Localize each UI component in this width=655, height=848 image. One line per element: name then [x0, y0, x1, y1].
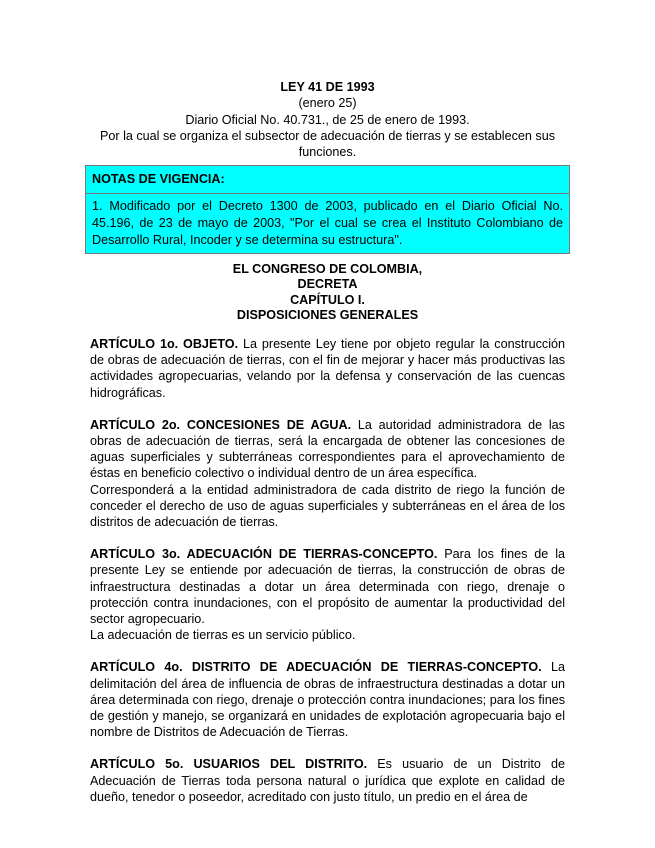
- law-header: [85, 79, 570, 160]
- article-1: [90, 336, 565, 401]
- congreso-heading: EL CONGRESO DE COLOMBIA,: [232, 262, 423, 276]
- notas-number: 1.: [92, 199, 103, 213]
- notas-heading: NOTAS DE VIGENCIA:: [86, 166, 569, 194]
- article-text: La delimitación del área de influencia de obras de infraestructura destinadas a dotar un área determinada con riego, drenaje o protección contra inundaciones; para los fines de gestión y manejo, se organizará en unidades de explotación agropecuaria bajo el nombre de Distritos de Adecuación de Tierras.: [90, 660, 565, 740]
- article-heading: ARTÍCULO 4o. DISTRITO DE ADECUACIÓN DE TIERRAS-CONCEPTO.: [90, 660, 542, 675]
- law-subject: Por la cual se organiza el subsector de adecuación de tierras y se establecen sus funciones.: [99, 128, 556, 160]
- law-title: LEY 41 DE 1993: [280, 80, 375, 94]
- article-text: Es usuario de un Distrito de Adecuación de Tierras toda persona natural o jurídica que explote en calidad de dueño, tenedor o poseedor, acreditado con justo título, un predio en el área de: [90, 757, 565, 804]
- capitulo-heading: CAPÍTULO I.: [290, 292, 365, 307]
- article-heading: ARTÍCULO 2o. CONCESIONES DE AGUA.: [90, 417, 352, 432]
- article-text: La presente Ley tiene por objeto regular la construcción de obras de adecuación de tierras, con el fin de mejorar y hacer más productivas las actividades agropecuarias, velando por la defensa y conservación de las cuencas hidrográficas.: [90, 337, 566, 400]
- law-date: (enero 25): [298, 96, 357, 111]
- article-3: [90, 546, 565, 643]
- articles-body: [90, 336, 565, 821]
- article-2: [90, 417, 565, 530]
- article-extra: Corresponderá a la entidad administradora de cada distrito de riego la función de conceder el derecho de uso de aguas superficiales y subterráneas en el área de los distritos de adecuación de tierras.: [90, 482, 565, 530]
- article-text: Para los fines de la presente Ley se entiende por adecuación de tierras, la construcción de obras de infraestructura destinadas a dotar un área determinada con riego, drenaje o protección contra inundaciones, con el propósito de aumentar la productividad del sector agropecuario.: [90, 547, 566, 627]
- notas-de-vigencia-box: [85, 165, 570, 254]
- disposiciones-heading: DISPOSICIONES GENERALES: [236, 307, 419, 322]
- notas-body: [86, 194, 569, 253]
- notas-text: Modificado por el Decreto 1300 de 2003, publicado en el Diario Oficial No. 45.196, de 23 de mayo de 2003, "Por el cual se crea el Instituto Colombiano de Desarrollo Rural, Incoder y se determina su estructura".: [92, 199, 563, 248]
- article-4: [90, 659, 565, 740]
- article-heading: ARTÍCULO 3o. ADECUACIÓN DE TIERRAS-CONCEPTO.: [90, 547, 438, 562]
- article-text: La autoridad administradora de las obras de adecuación de tierras, será la encargada de obtener las concesiones de aguas superficiales y subterráneas correspondientes para el aprovechamiento de éstas en beneficio colectivo o individual dentro de un área específica.: [90, 417, 565, 481]
- decreta-heading: DECRETA: [297, 277, 358, 292]
- article-heading: ARTÍCULO 5o. USUARIOS DEL DISTRITO.: [90, 757, 368, 772]
- article-extra: La adecuación de tierras es un servicio público.: [90, 628, 356, 643]
- article-heading: ARTÍCULO 1o. OBJETO.: [90, 337, 239, 351]
- diario-oficial-reference: Diario Oficial No. 40.731., de 25 de enero de 1993.: [185, 112, 470, 127]
- article-5: [90, 756, 565, 805]
- decreta-block: [85, 262, 570, 323]
